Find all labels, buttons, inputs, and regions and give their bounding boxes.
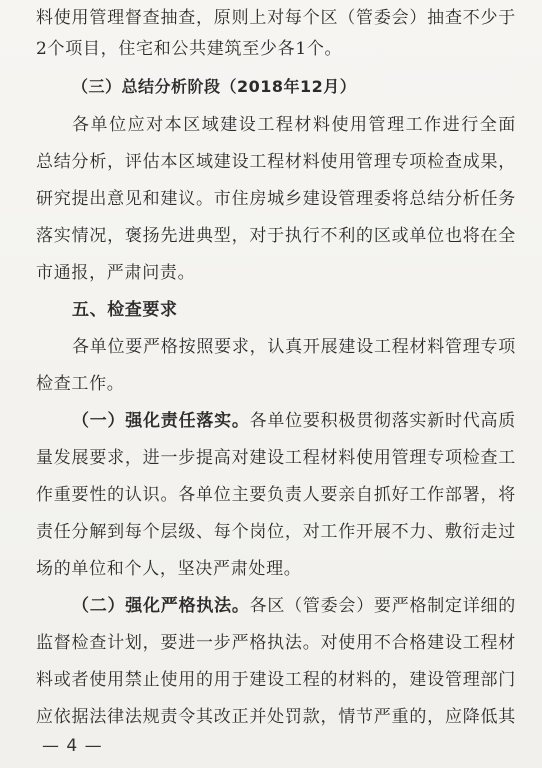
- paragraph-line: 市通报，严肃问责。: [36, 263, 196, 283]
- section-heading: （三）总结分析阶段（2018年12月）: [72, 77, 357, 96]
- paragraph-line: 应依据法律法规责令其改正并处罚款，情节严重的，应降低其: [36, 707, 516, 727]
- paragraph-line: 落实情况，褒扬先进典型，对于执行不利的区或单位也将在全: [36, 226, 516, 246]
- paragraph-line: 各单位应对本区域建设工程材料使用管理工作进行全面: [72, 115, 516, 135]
- page-number: — 4 —: [42, 736, 103, 756]
- paragraph-line: 各单位要严格按照要求，认真开展建设工程材料管理专项: [72, 337, 516, 357]
- paragraph-line: 研究提出意见和建议。市住房城乡建设管理委将总结分析任务: [36, 189, 516, 209]
- paragraph-line: 场的单位和个人，坚决严肃处理。: [36, 559, 302, 579]
- item-text: 各单位要积极贯彻落实新时代高质: [249, 411, 516, 431]
- paragraph-line: 作重要性的认识。各单位主要负责人要亲自抓好工作部署，将: [36, 485, 516, 505]
- paragraph-line: 料使用管理督查抽查，原则上对每个区（管委会）抽查不少于: [36, 8, 516, 28]
- item-text: 各区（管委会）要严格制定详细的: [249, 596, 516, 616]
- paragraph-line: 责任分解到每个层级、每个岗位，对工作开展不力、敷衍走过: [36, 522, 516, 542]
- paragraph-line: 检查工作。: [36, 374, 125, 394]
- paragraph-line: 量发展要求，进一步提高对建设工程材料使用管理专项检查工: [36, 448, 516, 468]
- paragraph-line: 监督检查计划，要进一步严格执法。对使用不合格建设工程材: [36, 633, 516, 653]
- section-heading: 五、检查要求: [72, 300, 178, 320]
- list-item: [36, 592, 516, 620]
- paragraph-line: 料或者使用禁止使用的用于建设工程的材料的，建设管理部门: [36, 670, 516, 690]
- paragraph-line: 2个项目，住宅和公共建筑至少各1个。: [36, 39, 343, 59]
- list-item: [36, 407, 516, 435]
- paragraph-line: 总结分析，评估本区域建设工程材料使用管理专项检查成果，: [36, 152, 516, 172]
- item-lead: （一）强化责任落实。: [72, 411, 250, 431]
- item-lead: （二）强化严格执法。: [72, 596, 250, 616]
